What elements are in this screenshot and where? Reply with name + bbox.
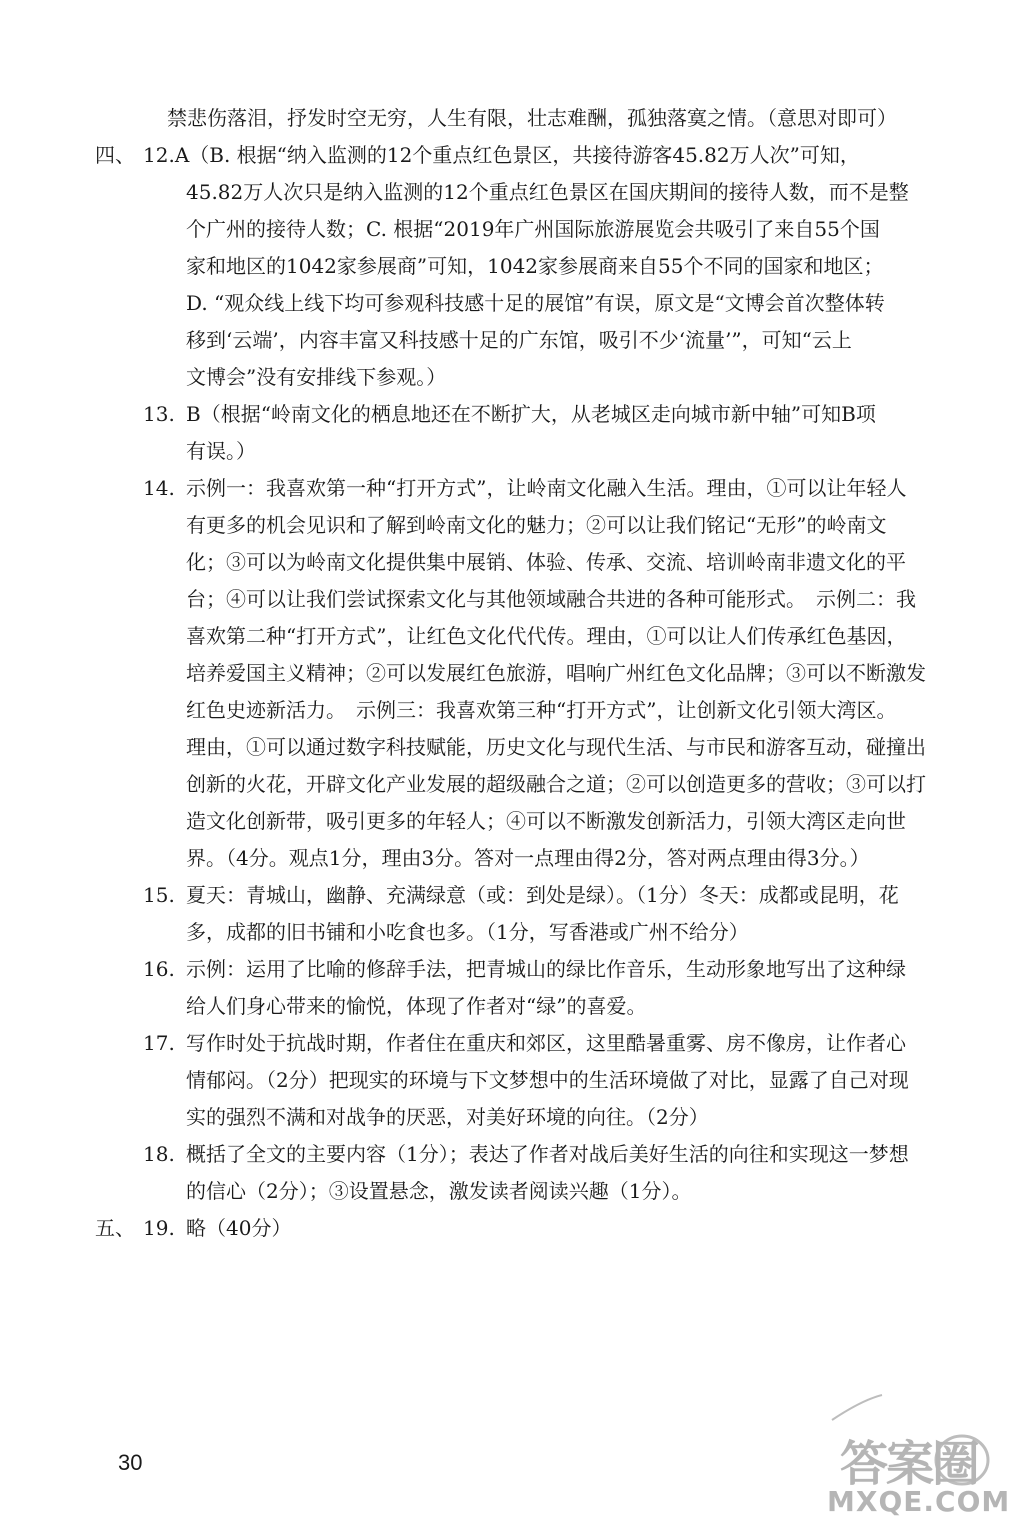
question-12-line [95,137,970,174]
question-text: 示例：运用了比喻的修辞手法，把青城山的绿比作音乐，生动形象地写出了这种绿 [186,957,906,981]
question-13-line [95,396,970,433]
page-number: 30 [118,1450,143,1475]
question-18-line [95,1136,970,1173]
question-text: 写作时处于抗战时期，作者住在重庆和郊区，这里酷暑重雾、房不像房，让作者心 [186,1031,906,1055]
text-line: 有误。） [186,439,256,463]
text-line: 多，成都的旧书铺和小吃食也多。（1分，写香港或广州不给分） [186,920,749,944]
text-line: 实的强烈不满和对战争的厌恶，对美好环境的向往。（2分） [186,1105,709,1129]
text-line: 的信心（2分）；③设置悬念，激发读者阅读兴趣（1分）。 [186,1179,692,1203]
question-14-line [95,470,970,507]
question-19-line [95,1210,970,1247]
text-line: 化；③可以为岭南文化提供集中展销、体验、传承、交流、培训岭南非遗文化的平 [186,550,906,574]
question-number: 12. [143,143,175,167]
question-text: 夏天：青城山，幽静、充满绿意（或：到处是绿）。（1分）冬天：成都或昆明，花 [186,883,899,907]
section-four-label: 四、 [95,143,135,167]
watermark-logo [812,1380,1011,1530]
question-number: 18. [143,1142,175,1166]
question-number: 15. [143,883,175,907]
question-17-line [95,1025,970,1062]
question-number: 17. [143,1031,175,1055]
answer-content [95,100,970,1247]
question-16-line [95,951,970,988]
text-line: 个广州的接待人数；C. 根据“2019年广州国际旅游展览会共吸引了来自55个国 [186,217,880,241]
question-text: 略（40分） [186,1216,292,1240]
text-line: 有更多的机会见识和了解到岭南文化的魅力；②可以让我们铭记“无形”的岭南文 [186,513,887,537]
watermark-text-bottom: MXQE.COM [827,1485,1011,1518]
text-line: 台；④可以让我们尝试探索文化与其他领域融合共进的各种可能形式。 示例二：我 [186,587,916,611]
question-text: 示例一：我喜欢第一种“打开方式”，让岭南文化融入生活。理由，①可以让年轻人 [186,476,907,500]
text-line: 界。（4分。观点1分，理由3分。答对一点理由得2分，答对两点理由得3分。） [186,846,870,870]
text-line: 造文化创新带，吸引更多的年轻人；④可以不断激发创新活力，引领大湾区走向世 [186,809,906,833]
text-line: 禁悲伤落泪，抒发时空无穷，人生有限，壮志难酬，孤独落寞之情。（意思对即可） [167,106,897,130]
question-text: A（B. 根据“纳入监测的12个重点红色景区，共接待游客45.82万人次”可知， [174,143,860,167]
question-number: 19. [143,1216,175,1240]
question-number: 13. [143,402,175,426]
watermark-text-top: 答案圈 [840,1436,979,1492]
question-text: B（根据“岭南文化的栖息地还在不断扩大，从老城区走向城市新中轴”可知B项 [186,402,876,426]
text-line: 45.82万人次只是纳入监测的12个重点红色景区在国庆期间的接待人数，而不是整 [186,180,909,204]
question-number: 16. [143,957,175,981]
text-line: 情郁闷。（2分）把现实的环境与下文梦想中的生活环境做了对比，显露了自己对现 [186,1068,909,1092]
text-line: 理由，①可以通过数字科技赋能，历史文化与现代生活、与市民和游客互动，碰撞出 [186,735,926,759]
text-line: 给人们身心带来的愉悦，体现了作者对“绿”的喜爱。 [186,994,647,1018]
question-number: 14. [143,476,175,500]
text-line: 家和地区的1042家参展商”可知，1042家参展商来自55个不同的国家和地区； [186,254,884,278]
question-15-line [95,877,970,914]
section-five-label: 五、 [95,1216,135,1240]
text-line: 红色史迹新活力。 示例三：我喜欢第三种“打开方式”，让创新文化引领大湾区。 [186,698,897,722]
text-line: 文博会”没有安排线下参观。） [186,365,447,389]
text-line: 创新的火花，开辟文化产业发展的超级融合之道；②可以创造更多的营收；③可以打 [186,772,926,796]
question-text: 概括了全文的主要内容（1分）；表达了作者对战后美好生活的向往和实现这一梦想 [186,1142,909,1166]
text-line: 喜欢第二种“打开方式”，让红色文化代代传。理由，①可以让人们传承红色基因， [186,624,907,648]
text-line: D. “观众线上线下均可参观科技感十足的展馆”有误，原文是“文博会首次整体转 [186,291,885,315]
text-line: 移到‘云端’，内容丰富又科技感十足的广东馆，吸引不少‘流量’”，可知“云上 [186,328,852,352]
text-line: 培养爱国主义精神；②可以发展红色旅游，唱响广州红色文化品牌；③可以不断激发 [186,661,926,685]
